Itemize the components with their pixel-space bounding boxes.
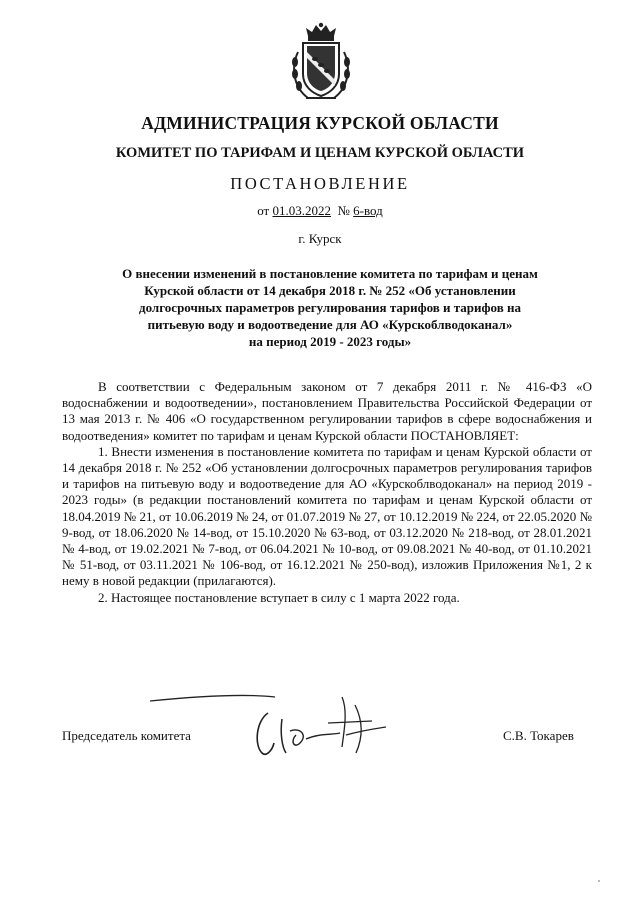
document-city: г. Курск [298, 231, 342, 246]
heading-line: О внесении изменений в постановление комитета по тарифам и ценам [122, 266, 538, 281]
heading-line: долгосрочных параметров регулирования тарифов и тарифов на [139, 300, 521, 315]
signatory-name: С.В. Токарев [503, 728, 574, 743]
heading-line: Курской области от 14 декабря 2018 г. № 252 «Об установлении [144, 283, 516, 298]
document-date-number [0, 203, 640, 219]
scan-speck [598, 880, 600, 882]
signatory-position: Председатель комитета [62, 728, 191, 743]
handwritten-signature-icon [150, 683, 400, 763]
document-number: 6-вод [353, 203, 383, 218]
heading-line: на период 2019 - 2023 годы» [248, 334, 412, 349]
item-2-paragraph: 2. Настоящее постановление вступает в силу с 1 марта 2022 года. [98, 589, 460, 605]
document-type: ПОСТАНОВЛЕНИЕ [230, 174, 410, 193]
heading-line: питьевую воду и водоотведение для АО «Курскоблводоканал» [147, 317, 513, 332]
coat-of-arms-icon [288, 22, 354, 104]
number-prefix: № [337, 203, 350, 218]
item-1-paragraph: 1. Внести изменения в постановление комитета по тарифам и ценам Курской области от 14 декабря 2018 г. № 252 «Об установлении долгосрочных параметров регулирования тарифов и тарифов на питьевую воду и водоотведение для АО «Курскоблводоканал» на период 2019 - 2023 годы» (в редакции постановлений комитета по тарифам и ценам Курской области от 18.04.2019 № 21, от 10.06.2019 № 24, от 01.07.2019 № 27, от 10.12.2019 № 224, от 22.05.2020 № 9-вод, от 18.06.2020 № 14-вод, от 15.10.2020 № 63-вод, от 03.12.2020 № 218-вод, от 28.01.2021 № 4-вод, от 19.02.2021 № 7-вод, от 06.04.2021 № 10-вод, от 09.08.2021 № 40-вод, от 01.10.2021 № 51-вод, от 03.11.2021 № 106-вод, от 16.12.2021 № 250-вод), изложив Приложения №1, 2 к нему в новой редакции (прилагаются). [62, 443, 592, 589]
intro-paragraph: В соответствии с Федеральным законом от 7 декабря 2011 г. № 416-ФЗ «О водоснабжении и водоотведении», постановлением Правительства Российской Федерации от 13 мая 2013 г. № 406 «О государственном регулировании тарифов в сфере водоснабжения и водоотведения» комитет по тарифам и ценам Курской области ПОСТАНОВЛЯЕТ: [62, 379, 592, 443]
document-date: 01.03.2022 [272, 203, 331, 218]
committee-title: КОМИТЕТ ПО ТАРИФАМ И ЦЕНАМ КУРСКОЙ ОБЛАСТИ [115, 145, 525, 161]
organization-title: АДМИНИСТРАЦИЯ КУРСКОЙ ОБЛАСТИ [141, 113, 499, 133]
date-prefix: от [257, 203, 270, 218]
document-heading [70, 265, 590, 350]
document-body [62, 379, 592, 606]
